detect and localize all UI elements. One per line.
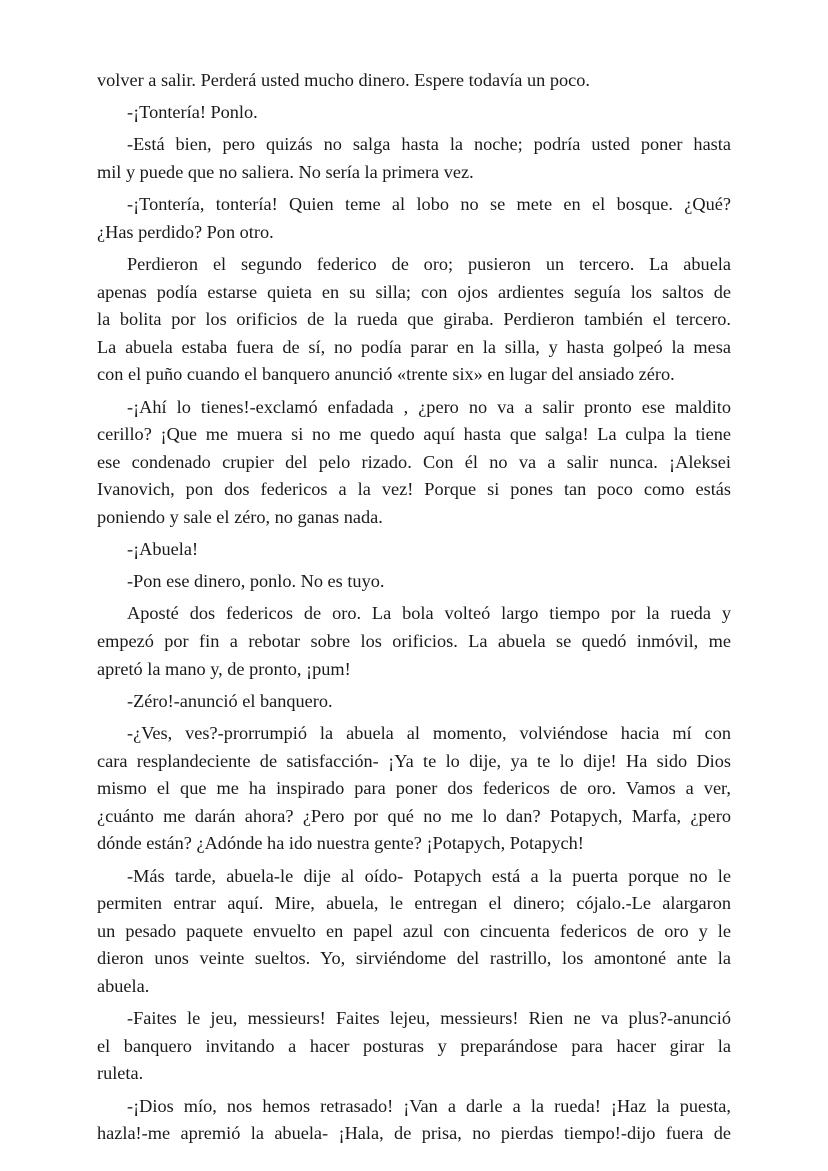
paragraph — [97, 251, 731, 389]
text-line: -¡Ahí lo tienes!-exclamó enfadada , ¿pero no va a salir pronto ese maldito — [127, 396, 731, 417]
text-line: ¿Has perdido? Pon otro. — [97, 221, 274, 242]
text-line: Ivanovich, pon dos federicos a la vez! Porque si pones tan poco como estás — [97, 479, 731, 500]
paragraph — [97, 99, 731, 127]
text-line: -Zéro!-anunció el banquero. — [127, 690, 333, 711]
text-line: la bolita por los orificios de la rueda que giraba. Perdieron también el tercero. — [97, 309, 731, 330]
text-line: ruleta. — [97, 1063, 144, 1084]
paragraph — [97, 1093, 731, 1148]
text-line: poniendo y sale el zéro, no ganas nada. — [97, 506, 383, 527]
paragraph — [97, 1005, 731, 1088]
paragraph — [97, 536, 731, 564]
text-line: Perdieron el segundo federico de oro; pusieron un tercero. La abuela — [127, 253, 731, 274]
text-line: apretó la mano y, de pronto, ¡pum! — [97, 658, 351, 679]
text-line: el banquero invitando a hacer posturas y preparándose para hacer girar la — [97, 1035, 731, 1056]
paragraph — [97, 568, 731, 596]
text-line: -Está bien, pero quizás no salga hasta la noche; podría usted poner hasta — [127, 134, 731, 155]
text-line: abuela. — [97, 975, 150, 996]
text-line: mil y puede que no saliera. No sería la primera vez. — [97, 161, 474, 182]
text-line: con el puño cuando el banquero anunció «trente six» en lugar del ansiado zéro. — [97, 364, 675, 385]
text-line: empezó por fin a rebotar sobre los orificios. La abuela se quedó inmóvil, me — [97, 631, 731, 652]
text-line: cara resplandeciente de satisfacción- ¡Ya te lo dije, ya te lo dije! Ha sido Dios — [97, 750, 731, 771]
text-line: hazla!-me apremió la abuela- ¡Hala, de prisa, no pierdas tiempo!-dijo fuera de — [97, 1123, 731, 1144]
paragraph — [97, 720, 731, 858]
text-line: -Más tarde, abuela-le dije al oído- Potapych está a la puerta porque no le — [127, 865, 731, 886]
text-line: La abuela estaba fuera de sí, no podía parar en la silla, y hasta golpeó la mesa — [97, 336, 731, 357]
text-line: permiten entrar aquí. Mire, abuela, le entregan el dinero; cójalo.-Le alargaron — [97, 893, 731, 914]
document-page — [97, 67, 731, 1152]
text-line: -¿Ves, ves?-prorrumpió la abuela al momento, volviéndose hacia mí con — [127, 723, 731, 743]
text-line: ese condenado crupier del pelo rizado. Con él no va a salir nunca. ¡Aleksei — [97, 451, 731, 472]
text-line: dieron unos veinte sueltos. Yo, sirviéndome del rastrillo, los amontoné ante la — [97, 948, 731, 969]
paragraph — [97, 131, 731, 186]
text-line: -¡Tontería, tontería! Quien teme al lobo no se mete en el bosque. ¿Qué? — [127, 194, 731, 215]
paragraph — [97, 600, 731, 683]
text-line: -Pon ese dinero, ponlo. No es tuyo. — [127, 571, 385, 592]
text-line: mismo el que me ha inspirado para poner dos federicos de oro. Vamos a ver, — [97, 778, 731, 799]
paragraph — [97, 394, 731, 532]
text-line: -Faites le jeu, messieurs! Faites lejeu, messieurs! Rien ne va plus?-anunció — [127, 1008, 731, 1029]
text-line: dónde están? ¿Adónde ha ido nuestra gente? ¡Potapych, Potapych! — [97, 833, 584, 854]
paragraph — [97, 863, 731, 1001]
text-line: Aposté dos federicos de oro. La bola volteó largo tiempo por la rueda y — [127, 603, 731, 624]
paragraph — [97, 191, 731, 246]
text-line: -¡Abuela! — [127, 539, 199, 560]
text-line: volver a salir. Perderá usted mucho dinero. Espere todavía un poco. — [97, 70, 590, 90]
text-line: un pesado paquete envuelto en papel azul con cincuenta federicos de oro y le — [97, 920, 731, 941]
paragraph — [97, 67, 731, 95]
text-line: apenas podía estarse quieta en su silla; con ojos ardientes seguía los saltos de — [97, 281, 731, 302]
text-line: cerillo? ¡Que me muera si no me quedo aquí hasta que salga! La culpa la tiene — [97, 424, 731, 445]
paragraph — [97, 688, 731, 716]
text-line: -¡Tontería! Ponlo. — [127, 102, 258, 123]
text-line: -¡Dios mío, nos hemos retrasado! ¡Van a darle a la rueda! ¡Haz la puesta, — [127, 1095, 731, 1116]
text-line: ¿cuánto me darán ahora? ¿Pero por qué no me lo dan? Potapych, Marfa, ¿pero — [97, 805, 731, 826]
